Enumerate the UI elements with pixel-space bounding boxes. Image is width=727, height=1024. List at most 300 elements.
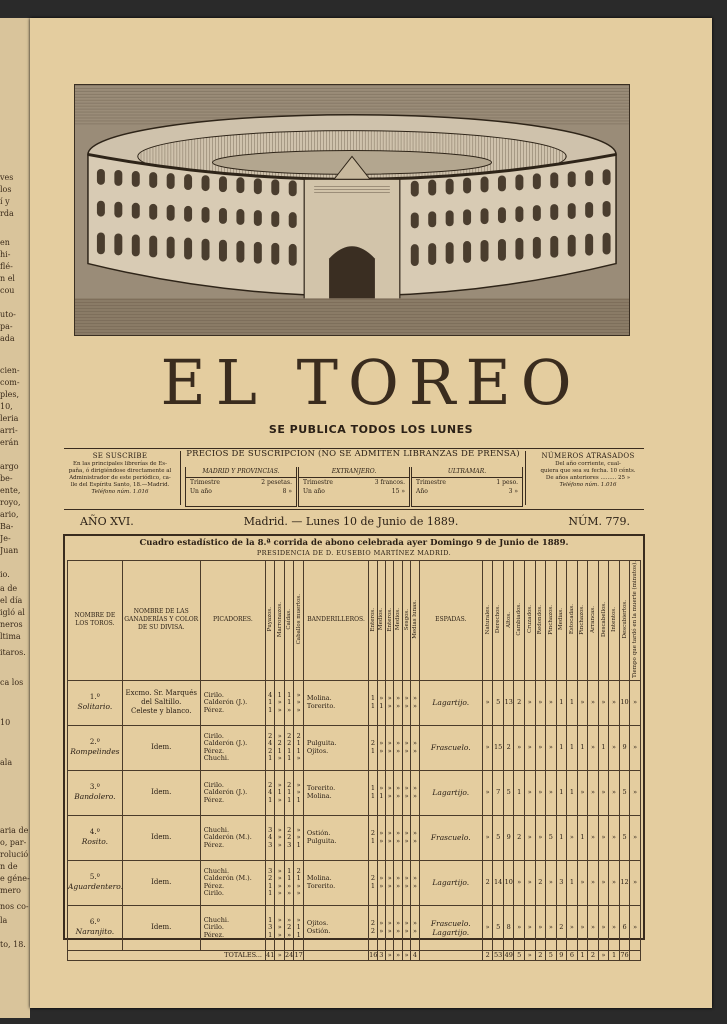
pica-value: » <box>277 731 282 740</box>
picador-name: Cirilo. <box>203 780 224 789</box>
prev-page-fragment: Juan <box>0 546 19 555</box>
muleta-cell: 1 <box>514 770 525 815</box>
toro-name: Aguardentero. <box>68 882 123 892</box>
prev-page-fragment: hi- <box>0 250 11 259</box>
prev-page-fragment: í y <box>0 197 10 206</box>
pares-cell <box>377 905 385 950</box>
table-row <box>68 815 641 860</box>
subscription-bar <box>64 448 644 510</box>
muleta-cell: 2 <box>514 680 525 725</box>
table-row <box>68 860 641 905</box>
espada-cell <box>419 815 482 860</box>
par-value: » <box>379 836 384 845</box>
pica-value: » <box>287 705 292 714</box>
par-value: » <box>413 881 417 890</box>
picador-name: Pérez. <box>203 795 225 804</box>
back-issues-line: Del año corriente, cual- <box>555 460 621 467</box>
pica-value: 1 <box>296 795 301 804</box>
header-muleta <box>630 561 641 681</box>
pica-value: » <box>296 698 301 707</box>
muleta-cell: » <box>482 680 493 725</box>
par-value: 1 <box>370 784 375 793</box>
par-value: » <box>396 919 401 928</box>
banderillero-name: Molina. <box>306 694 332 703</box>
pica-value: 2 <box>287 833 292 842</box>
price-box-title: MADRID Y PROVINCIAS. <box>186 467 296 478</box>
pica-value: » <box>277 754 282 763</box>
pares-cell <box>377 815 385 860</box>
ganaderia-line: Celeste y blanco. <box>130 707 192 716</box>
header-muleta-label: Derechos. <box>495 605 502 634</box>
arch-window <box>411 181 419 197</box>
pica-value: 1 <box>268 795 273 804</box>
muleta-cell: » <box>482 725 493 770</box>
pares-cell <box>386 860 394 905</box>
prev-page-fragment: o, par- <box>0 838 27 847</box>
ganaderia-cell <box>122 905 200 950</box>
prev-page-fragment: itaros. <box>0 648 26 657</box>
banderillero-name: Molina. <box>306 874 332 883</box>
ganaderia-line: del Saltillo. <box>141 698 182 707</box>
arch-window <box>167 237 175 259</box>
pica-value: 1 <box>268 705 273 714</box>
header-muleta-label: Pinchazos. <box>579 604 586 635</box>
muleta-cell: » <box>525 725 536 770</box>
prev-page-fragment: Ba- <box>0 522 14 531</box>
par-value: » <box>387 739 392 748</box>
arch-window <box>254 210 262 226</box>
table-title: Cuadro estadístico de la 8.ª corrida de abono celebrada ayer Domingo 9 de Junio de 1889. <box>139 538 569 548</box>
arch-window <box>236 177 244 193</box>
pares-cell <box>377 770 385 815</box>
pica-value: » <box>277 923 282 932</box>
picador-name: Calderón (J.). <box>203 739 248 748</box>
espada-name: Lagartijo. <box>432 698 470 708</box>
header-muleta <box>588 561 599 681</box>
par-value: » <box>404 791 409 800</box>
picas-cell <box>284 725 293 770</box>
ganaderia-cell <box>122 770 200 815</box>
muleta-cell: 5 <box>493 680 504 725</box>
prev-page-fragment: to, 18. <box>0 940 26 949</box>
par-value: » <box>413 694 417 703</box>
arch-window <box>149 204 157 220</box>
pica-value: 2 <box>296 866 301 875</box>
muleta-cell: » <box>588 860 599 905</box>
par-value: » <box>413 701 417 710</box>
muleta-cell: » <box>577 905 588 950</box>
muleta-cell: » <box>598 905 609 950</box>
header-picas <box>294 561 303 681</box>
header-banderilleros: BANDERILLEROS. <box>303 561 368 681</box>
muleta-cell: » <box>567 905 578 950</box>
banderillero-name: Torerito. <box>306 701 336 710</box>
par-value: 2 <box>370 874 375 883</box>
prev-page-fragment: ltima <box>0 632 21 641</box>
subscribe-line: Administrador de este periódico, ca- <box>69 474 171 481</box>
pares-cell <box>377 725 385 770</box>
toro-number: 3.º <box>89 783 100 792</box>
header-muleta <box>503 561 514 681</box>
picador-name: Cirilo. <box>203 731 224 740</box>
newspaper-subtitle: SE PUBLICA TODOS LOS LUNES <box>268 423 474 436</box>
pica-value: » <box>277 930 282 939</box>
picas-cell <box>266 725 275 770</box>
prev-page-fragment: el día <box>0 596 23 605</box>
par-value: » <box>379 746 384 755</box>
muleta-cell: 10 <box>503 860 514 905</box>
header-picas-label: Puyazos. <box>267 607 274 632</box>
pica-value: » <box>277 889 282 898</box>
previous-page-edge <box>0 18 30 1018</box>
par-value: 1 <box>379 701 384 710</box>
muleta-cell: » <box>609 905 620 950</box>
arch-window <box>132 203 140 219</box>
toro-cell <box>68 680 123 725</box>
prices-heading: PRECIOS DE SUSCRIPCION (NO SE ADMITEN LIBRANZAS DE PRENSA) <box>186 449 520 459</box>
par-value: » <box>404 919 409 928</box>
par-value: » <box>404 881 409 890</box>
arch-window <box>289 244 297 266</box>
ganaderia-line: Idem. <box>151 788 172 797</box>
banderillero-name: Pulguita. <box>306 739 337 748</box>
arch-window <box>97 169 105 185</box>
prev-page-fragment: 10 <box>0 718 11 727</box>
prev-page-fragment: uto- <box>0 310 16 319</box>
back-issues-info <box>532 453 644 489</box>
muleta-cell: » <box>525 905 536 950</box>
muleta-cell: » <box>609 770 620 815</box>
pica-value: 1 <box>287 788 292 797</box>
par-value: » <box>404 701 409 710</box>
total-pares: 4 <box>411 950 419 960</box>
par-value: » <box>387 784 392 793</box>
pares-cell <box>386 770 394 815</box>
pica-value: 2 <box>296 731 301 740</box>
toro-number: 4.º <box>89 828 100 837</box>
price-box-title: ULTRAMAR. <box>412 467 522 478</box>
header-pares-label: Medios. <box>395 608 402 631</box>
header-pares <box>402 561 410 681</box>
pica-value: » <box>287 930 292 939</box>
total-muleta: 5 <box>514 950 525 960</box>
par-value: » <box>413 836 417 845</box>
picador-name: Chuchi. <box>203 915 230 924</box>
total-pares: » <box>386 950 394 960</box>
arch-window <box>97 201 105 217</box>
arch-window <box>515 206 523 222</box>
pica-value: » <box>277 840 282 849</box>
arch-window <box>428 243 436 265</box>
arch-window <box>498 239 506 261</box>
muleta-cell: » <box>535 815 546 860</box>
par-value: » <box>404 829 409 838</box>
par-value: » <box>396 694 401 703</box>
total-muleta: 1 <box>609 950 620 960</box>
par-value: 2 <box>370 926 375 935</box>
header-muleta <box>598 561 609 681</box>
table-row <box>68 680 641 725</box>
par-value: 1 <box>370 791 375 800</box>
pica-value: 1 <box>296 746 301 755</box>
arch-window <box>271 179 279 195</box>
muleta-cell: » <box>609 815 620 860</box>
espada-cell <box>419 770 482 815</box>
arch-window <box>219 208 227 224</box>
arch-window <box>568 171 576 187</box>
muleta-cell: 5 <box>503 770 514 815</box>
par-value: 1 <box>379 791 384 800</box>
par-value: » <box>396 926 401 935</box>
pares-cell <box>394 815 402 860</box>
arch-window <box>533 173 541 189</box>
picador-name: Cirilo. <box>203 690 224 699</box>
header-muleta-label: Tiempo que tardó en la muerte (minutos). <box>632 561 639 678</box>
muleta-cell: 1 <box>567 725 578 770</box>
subscribe-line: lle del Espíritu Santo, 18.—Madrid. <box>70 481 170 488</box>
arch-window <box>481 177 489 193</box>
price-value: 8 » <box>282 488 292 495</box>
prev-page-fragment: rolució <box>0 850 29 859</box>
arch-window <box>515 238 523 260</box>
par-value: » <box>396 874 401 883</box>
muleta-cell: » <box>630 725 641 770</box>
par-value: » <box>404 694 409 703</box>
picas-cell <box>294 860 303 905</box>
banderillero-name: Molina. <box>306 791 332 800</box>
prev-page-fragment: aria de <box>0 826 29 835</box>
bullfight-stats-table <box>63 534 645 960</box>
prev-page-fragment: a de <box>0 584 18 593</box>
pica-value: » <box>277 881 282 890</box>
issue-number: NÚM. 779. <box>568 515 630 528</box>
arch-window <box>254 242 262 264</box>
toro-name: Naranjito. <box>75 927 115 937</box>
pica-value: » <box>287 915 292 924</box>
muleta-cell: » <box>567 815 578 860</box>
par-value: » <box>379 739 384 748</box>
arch-window <box>550 204 558 220</box>
muleta-cell: 1 <box>556 680 567 725</box>
arch-window <box>550 236 558 258</box>
muleta-cell: 1 <box>556 815 567 860</box>
pica-value: 1 <box>287 698 292 707</box>
muleta-cell: » <box>535 770 546 815</box>
pares-cell <box>369 815 377 860</box>
muleta-cell: » <box>630 905 641 950</box>
muleta-cell: 10 <box>619 680 630 725</box>
muleta-cell: 5 <box>619 770 630 815</box>
header-pares <box>369 561 377 681</box>
toro-cell <box>68 905 123 950</box>
header-muleta <box>577 561 588 681</box>
par-value: » <box>404 874 409 883</box>
header-picas-label: Caídas. <box>286 609 293 630</box>
prev-page-fragment: royo, <box>0 498 21 507</box>
arch-window <box>114 202 122 218</box>
arch-window <box>114 234 122 256</box>
price-value: 15 » <box>391 488 405 495</box>
header-muleta-label: Estocadas. <box>568 604 575 635</box>
pares-cell <box>411 815 419 860</box>
total-pares: » <box>394 950 402 960</box>
picador-name: Chuchi. <box>203 754 230 763</box>
arch-window <box>568 203 576 219</box>
pica-value: 2 <box>287 739 292 748</box>
prices-info <box>180 451 526 505</box>
muleta-cell: » <box>577 770 588 815</box>
pares-cell <box>411 905 419 950</box>
ganaderia-cell <box>122 815 200 860</box>
prev-page-fragment: los <box>0 185 12 194</box>
prev-page-fragment: neros <box>0 620 23 629</box>
pares-cell <box>394 680 402 725</box>
prev-page-fragment: ves <box>0 173 14 182</box>
total-muleta <box>630 950 641 960</box>
banderilleros-cell <box>303 905 368 950</box>
header-espadas: ESPADAS. <box>419 561 482 681</box>
picas-cell <box>294 815 303 860</box>
arch-window <box>149 236 157 258</box>
pica-value: 1 <box>268 889 273 898</box>
par-value: » <box>413 874 417 883</box>
muleta-cell: » <box>630 860 641 905</box>
header-pares-label: Enteros. <box>369 607 376 632</box>
picador-name: Chuchi. <box>203 866 230 875</box>
banderillero-name: Pulguita. <box>306 836 337 845</box>
par-value: » <box>396 791 401 800</box>
muleta-cell: » <box>598 680 609 725</box>
par-value: » <box>387 836 392 845</box>
header-pares <box>386 561 394 681</box>
pica-value: » <box>277 705 282 714</box>
back-issues-line: De años anteriores ......... 25 » <box>545 474 631 481</box>
par-value: » <box>379 829 384 838</box>
picador-name: Calderón (J.). <box>203 698 248 707</box>
muleta-cell: » <box>588 770 599 815</box>
header-muleta <box>493 561 504 681</box>
picador-name: Pérez. <box>203 746 225 755</box>
par-value: » <box>387 919 392 928</box>
muleta-cell: » <box>546 680 557 725</box>
muleta-cell: » <box>546 905 557 950</box>
picador-name: Calderón (M.). <box>203 833 252 842</box>
banderilleros-cell <box>303 680 368 725</box>
back-issues-phone: Teléfono núm. 1.016 <box>559 481 617 488</box>
pica-value: » <box>277 780 282 789</box>
pares-cell <box>411 860 419 905</box>
pica-value: » <box>277 874 282 883</box>
header-muleta <box>525 561 536 681</box>
pica-value: 2 <box>287 731 292 740</box>
arch-window <box>481 208 489 224</box>
muleta-cell: » <box>535 680 546 725</box>
pica-value: 1 <box>296 840 301 849</box>
toro-cell <box>68 770 123 815</box>
header-picas <box>275 561 284 681</box>
toro-cell <box>68 860 123 905</box>
pica-value: 3 <box>268 866 273 875</box>
picas-cell <box>284 815 293 860</box>
prev-page-fragment: com- <box>0 378 20 387</box>
header-picas-label: Marronazos. <box>276 601 283 637</box>
prev-page-fragment: mero <box>0 886 21 895</box>
arch-window <box>585 202 593 218</box>
muleta-cell: 1 <box>567 770 578 815</box>
header-ganaderia: NOMBRE DE LAS GANADERÍAS Y COLOR DE SU DIVISA. <box>122 561 200 681</box>
header-muleta-label: Cruzados. <box>526 605 533 634</box>
pica-value: 3 <box>268 840 273 849</box>
arch-window <box>550 172 558 188</box>
total-muleta: 53 <box>494 951 503 960</box>
pica-value: 2 <box>287 780 292 789</box>
par-value: » <box>379 694 384 703</box>
picador-name: Calderón (J.). <box>203 788 248 797</box>
par-value: » <box>404 746 409 755</box>
pica-value: » <box>277 833 282 842</box>
pares-cell <box>386 725 394 770</box>
toro-number: 1.º <box>89 693 100 702</box>
picador-name: Pérez. <box>203 840 225 849</box>
newspaper-page <box>30 18 712 1008</box>
arch-window <box>289 212 297 228</box>
pares-cell <box>369 725 377 770</box>
arch-window <box>132 235 140 257</box>
prev-page-fragment: rda <box>0 209 14 218</box>
muleta-cell: 5 <box>493 815 504 860</box>
arch-window <box>236 209 244 225</box>
total-picas: 17 <box>294 951 303 960</box>
total-blank <box>303 950 368 960</box>
header-muleta <box>546 561 557 681</box>
toro-cell <box>68 815 123 860</box>
muleta-cell: » <box>525 770 536 815</box>
picador-name: Cirilo. <box>203 923 224 932</box>
arch-window <box>585 170 593 186</box>
muleta-cell: » <box>525 680 536 725</box>
picas-cell <box>275 725 284 770</box>
pica-value: 1 <box>277 788 282 797</box>
prev-page-fragment: nos co- <box>0 902 29 911</box>
ganaderia-line: Idem. <box>151 923 172 932</box>
picadores-cell <box>200 860 265 905</box>
picas-cell <box>275 860 284 905</box>
header-muleta-label: Descubiertos. <box>621 600 628 639</box>
pica-value: 2 <box>287 825 292 834</box>
header-pares <box>377 561 385 681</box>
header-muleta-label: Naturales. <box>484 604 491 635</box>
par-value: » <box>387 874 392 883</box>
prev-page-fragment: cien- <box>0 366 20 375</box>
arch-window <box>603 233 611 255</box>
total-pares: 3 <box>377 950 385 960</box>
arch-window <box>463 178 471 194</box>
par-value: » <box>379 874 384 883</box>
prev-page-fragment: en <box>0 238 10 247</box>
pica-value: 1 <box>296 874 301 883</box>
pica-value: » <box>287 881 292 890</box>
banderillero-name: Ostión. <box>306 926 331 935</box>
pica-value: 4 <box>268 739 273 748</box>
espada-name: Frascuelo. <box>430 743 471 753</box>
header-muleta <box>556 561 567 681</box>
toro-name: Rosito. <box>81 837 108 847</box>
arch-window <box>428 180 436 196</box>
pica-value: » <box>296 705 301 714</box>
muleta-cell: 2 <box>514 815 525 860</box>
price-box-madrid <box>185 467 297 507</box>
bullring-engraving <box>74 84 630 336</box>
